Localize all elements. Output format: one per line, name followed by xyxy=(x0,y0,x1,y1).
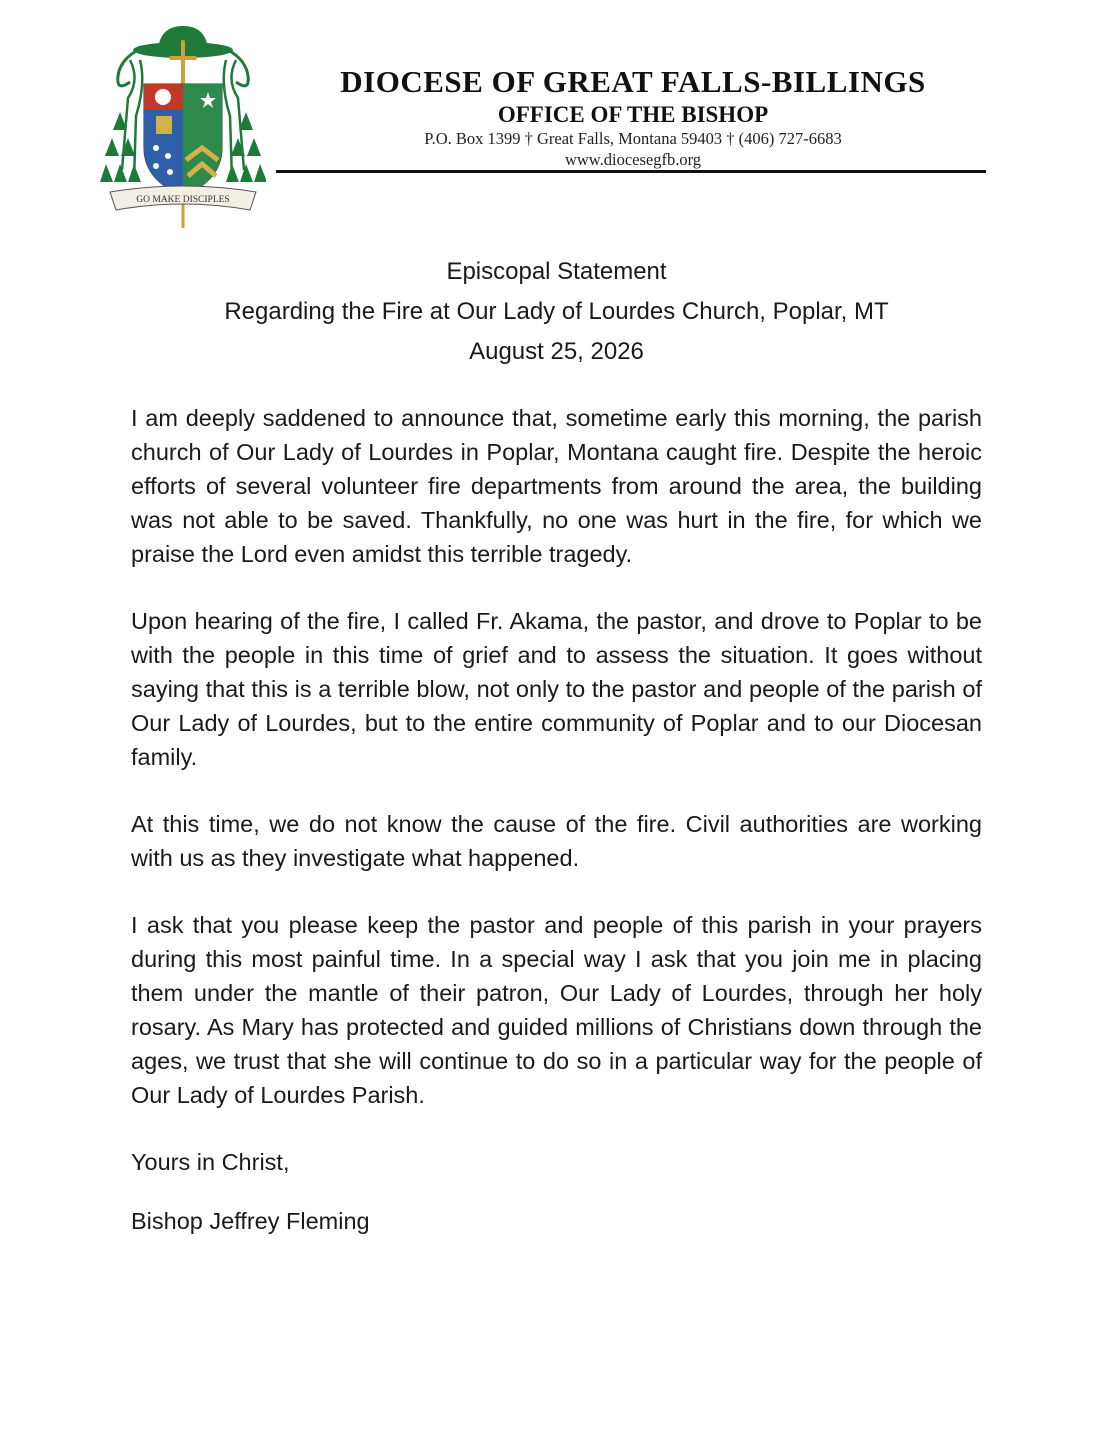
statement-subject: Regarding the Fire at Our Lady of Lourdes Church, Poplar, MT xyxy=(224,298,889,325)
organization-name: DIOCESE OF GREAT FALLS-BILLINGS xyxy=(340,64,926,99)
office-name: OFFICE OF THE BISHOP xyxy=(497,102,769,127)
paragraph: Upon hearing of the fire, I called Fr. Akama, the pastor, and drove to Poplar to be with the people in this time of grief and to assess the situation. It goes without saying that this is a terrible blow, not only to the pastor and people of the parish of Our Lady of Lourdes, but to the entire community of Poplar and to our Diocesan family. xyxy=(131,608,982,770)
letterhead xyxy=(280,64,986,170)
statement-title: Episcopal Statement xyxy=(446,258,667,285)
statement-heading xyxy=(100,252,1013,372)
paragraph: At this time, we do not know the cause of the fire. Civil authorities are working with us as they investigate what happened. xyxy=(131,811,982,871)
coat-of-arms-icon xyxy=(100,20,266,232)
closing-salutation: Yours in Christ, xyxy=(131,1149,290,1175)
paragraph: I am deeply saddened to announce that, sometime early this morning, the parish church of Our Lady of Lourdes in Poplar, Montana caught fire. Despite the heroic efforts of several volunteer fire departments from around the area, the building was not able to be saved. Thankfully, no one was hurt in the fire, for which we praise the Lord even amidst this terrible tragedy. xyxy=(131,405,982,567)
statement-body xyxy=(131,401,982,1238)
crest-motto: GO MAKE DISCIPLES xyxy=(136,195,230,205)
letterhead-divider xyxy=(276,170,986,173)
paragraph: I ask that you please keep the pastor and people of this parish in your prayers during this most painful time. In a special way I ask that you join me in placing them under the mantle of their patron, Our Lady of Lourdes, through her holy rosary. As Mary has protected and guided millions of Christians down through the ages, we trust that she will continue to do so in a particular way for the people of Our Lady of Lourdes Parish. xyxy=(131,912,982,1108)
statement-date: August 25, 2026 xyxy=(469,338,644,365)
signature: Bishop Jeffrey Fleming xyxy=(131,1208,370,1234)
mailing-address: P.O. Box 1399 † Great Falls, Montana 59403 † (406) 727-6683 xyxy=(424,129,842,148)
website-link[interactable]: www.diocesegfb.org xyxy=(564,150,702,169)
